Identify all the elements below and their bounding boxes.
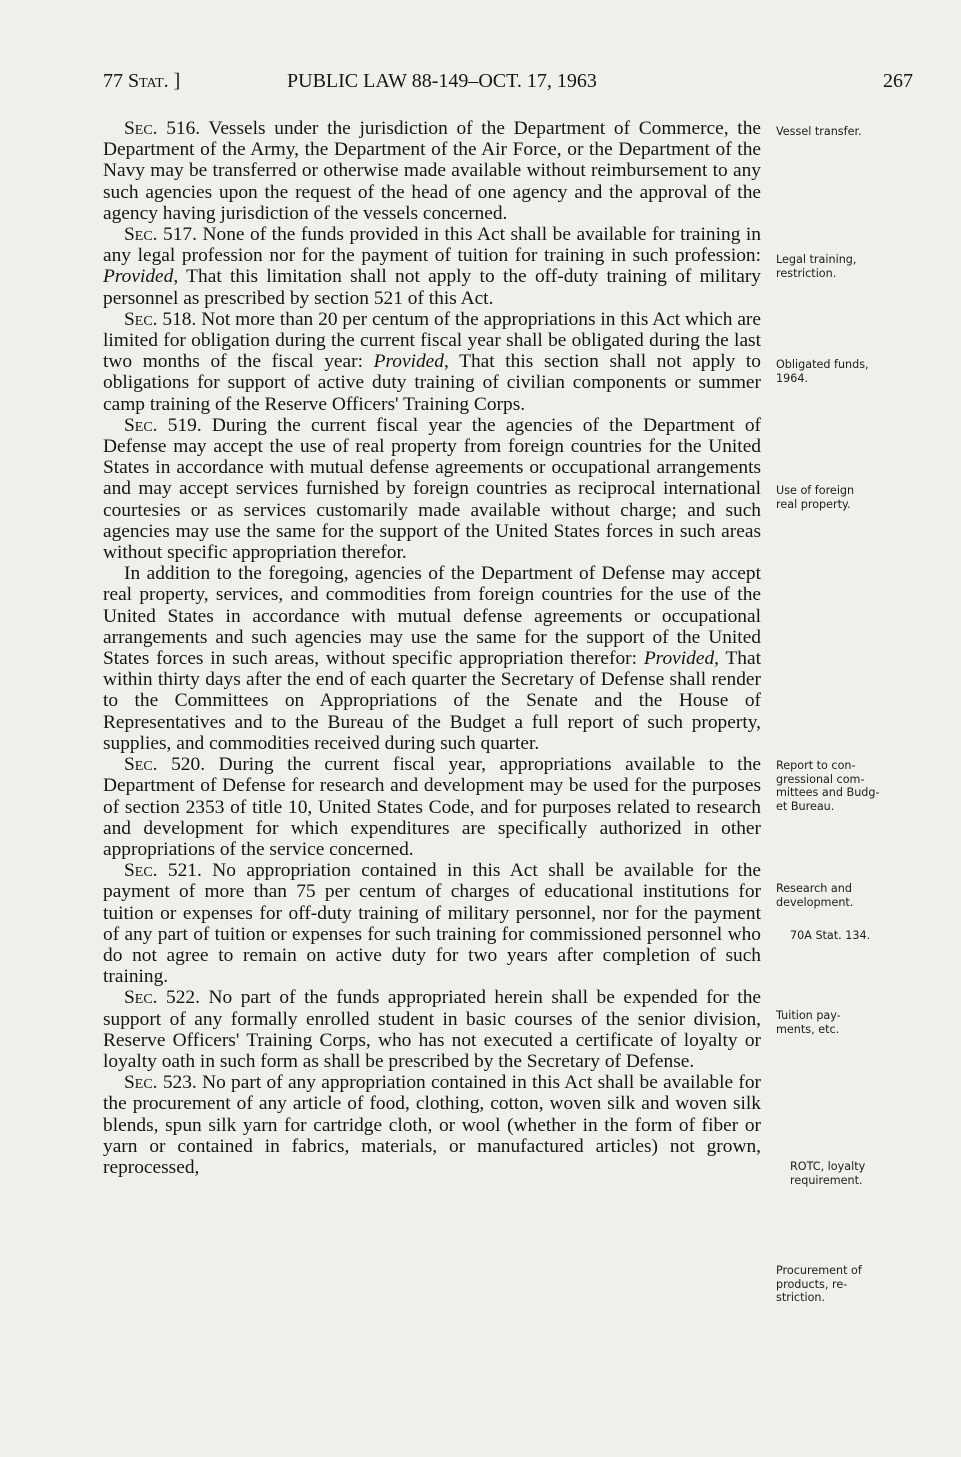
stat-volume: 77: [103, 70, 123, 92]
margin-note-legal-training: Legal training, restriction.: [776, 253, 857, 280]
page-number: 267: [883, 70, 913, 92]
section-521: Sec. 521. No appropriation contained in this Act shall be available for the payment of more than 75 per centum of charges of educational institutions for tuition or expenses for off-duty training of military personnel, nor for the payment of any part of tuition or expenses for such training for commissioned personnel who do not agree to remain on active duty for two years after completion of such training.: [103, 860, 761, 988]
section-523: Sec. 523. No part of any appropriation contained in this Act shall be available for the procurement of any article of food, clothing, cotton, woven silk and woven silk blends, spun silk yarn for cartridge cloth, or wool (whether in the form of fiber or yarn or contained in fabrics, materials, or manufactured articles) not grown, reprocessed,: [103, 1072, 762, 1178]
margin-note-vessel-transfer: Vessel transfer.: [776, 125, 862, 138]
stat-label: Stat.: [128, 70, 169, 92]
body-text: [103, 118, 761, 1178]
section-517: Sec. 517. None of the funds provided in this Act shall be available for training in any legal profession nor for the payment of tuition for training in such profession: Provided, That this limitation shall not apply to the off-duty training of military personnel as prescribed by section 521 of this Act.: [103, 224, 761, 309]
margin-note-rotc: ROTC, loyalty requirement.: [790, 1160, 866, 1187]
section-519: Sec. 519. During the current fiscal year the agencies of the Department of Defense may accept the use of real property from foreign countries for the United States in accordance with mutual defense agreements or occupational arrangements and may accept services furnished by foreign countries as reciprocal international courtesies or as services customarily made available without charge; and such agencies may use the same for the support of the United States forces in such areas without specific appropriation therefor.: [103, 414, 761, 564]
section-522: Sec. 522. No part of the funds appropriated herein shall be expended for the support of any formally enrolled student in basic courses of the senior division, Reserve Officers' Training Corps, who has not executed a certificate of loyalty or loyalty oath in such form as shall be prescribed by the Secretary of Defense.: [103, 987, 761, 1072]
running-header: [103, 70, 913, 100]
margin-note-foreign-property: Use of foreign real property.: [776, 484, 855, 511]
section-520: Sec. 520. During the current fiscal year, appropriations available to the Department of Defense for research and development may be used for the purposes of section 2353 of title 10, United States Code, and for purposes related to research and development for which expenditures are specifically authorized in other appropriations of the service concerned.: [103, 754, 761, 860]
margin-note-procurement: Procurement of products, re- striction.: [776, 1264, 862, 1304]
section-518: Sec. 518. Not more than 20 per centum of the appropriations in this Act which are limited for obligation during the current fiscal year shall be obligated during the last two months of the fiscal year: Provided, That this section shall not apply to obligations for support of active duty training of civilian components or summer camp training of the Reserve Officers' Training Corps.: [103, 308, 761, 415]
section-516: Sec. 516. Vessels under the jurisdiction of the Department of Commerce, the Department of the Army, the Department of the Air Force, or the Department of the Navy may be transferred or otherwise made available without reimbursement to any such agencies upon the request of the head of one agency and the approval of the agency having jurisdiction of the vessels concerned.: [103, 118, 761, 224]
margin-note-tuition: Tuition pay- ments, etc.: [776, 1009, 841, 1036]
stat-bracket: ]: [173, 70, 181, 92]
margin-note-obligated-funds: Obligated funds, 1964.: [776, 358, 869, 385]
margin-note-report: Report to con- gressional com- mittees and Budg- et Bureau.: [776, 759, 880, 813]
margin-note-stat-citation: 70A Stat. 134.: [790, 929, 871, 942]
stat-citation: [103, 70, 180, 93]
margin-note-research: Research and development.: [776, 882, 854, 909]
law-title: PUBLIC LAW 88-149–OCT. 17, 1963: [287, 70, 597, 92]
section-519-addition: In addition to the foregoing, agencies of the Department of Defense may accept real property, services, and commodities from foreign countries for the use of the United States in accordance with mutual defense agreements or occupational arrangements and such agencies may use the same for the support of the United States forces in such areas, without specific appropriation therefor: Provided, That within thirty days after the end of each quarter the Secretary of Defense shall render to the Committees on Appropriations of the Senate and the House of Representatives and to the Bureau of the Budget a full report of such property, supplies, and commodities received during such quarter.: [103, 563, 761, 754]
